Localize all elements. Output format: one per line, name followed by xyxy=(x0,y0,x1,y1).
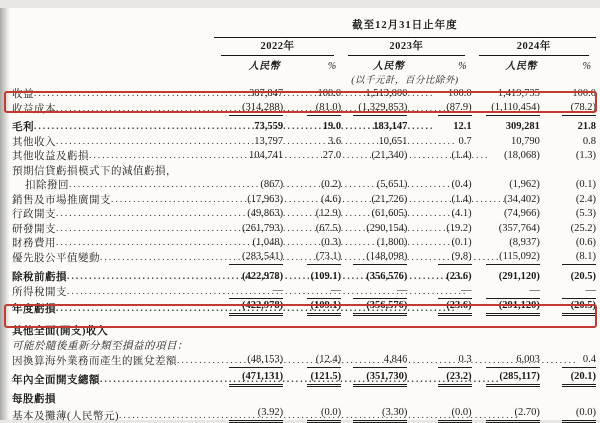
value-cell: (3.92) xyxy=(214,406,283,423)
table-row xyxy=(12,269,596,284)
value-cell xyxy=(341,338,407,353)
row-label: 扣除撥回 ..... xyxy=(12,178,214,193)
value-cell: (5.3) xyxy=(575,208,596,219)
value-cell: 104,741 xyxy=(248,150,284,161)
col-header-pct-2022: % xyxy=(327,61,337,72)
value-cell xyxy=(214,338,283,353)
value-cell: (23.6) xyxy=(407,299,471,316)
value-cell: (18,068) xyxy=(504,150,540,161)
value-cell: (0.6) xyxy=(575,237,596,248)
value-cell: 1,419,735 xyxy=(497,87,540,99)
value-cell: (148,098) xyxy=(341,250,407,265)
value-cell: (867) xyxy=(260,179,284,190)
value-cell: — xyxy=(214,284,283,299)
value-cell: (121.5) xyxy=(283,370,341,387)
year-header-2022: 2022年 xyxy=(221,38,334,56)
value-cell: (0.1) xyxy=(575,179,596,190)
value-cell: (0.1) xyxy=(451,237,472,248)
value-cell: (1,048) xyxy=(252,237,284,248)
table-row xyxy=(12,299,596,316)
value-cell: 6,003 xyxy=(472,353,540,368)
value-cell: (261,793) xyxy=(241,222,284,234)
value-cell: (422,978) xyxy=(241,270,284,282)
table-row xyxy=(12,163,596,178)
row-label: 行政開支 ..... xyxy=(12,207,214,222)
dot-leader xyxy=(34,87,435,100)
row-label: 每股虧損 xyxy=(12,394,56,405)
col-header-rmb-2022: 人民幣 xyxy=(248,61,281,72)
value-cell xyxy=(472,392,540,407)
dot-leader xyxy=(67,285,468,298)
value-cell xyxy=(341,324,407,339)
value-cell: (314,288) xyxy=(214,101,283,116)
value-cell: (0.0) xyxy=(540,406,596,423)
row-label: 收益成本 ..... xyxy=(12,101,214,116)
table-row xyxy=(12,120,596,135)
value-cell: (20.5) xyxy=(570,270,596,282)
value-cell: (4.6) xyxy=(321,193,342,205)
value-cell: — xyxy=(407,284,471,299)
table-row xyxy=(12,353,596,368)
value-cell: 0.8 xyxy=(582,135,596,147)
col-header-pct-2023: % xyxy=(458,61,467,72)
value-cell: (3.30) xyxy=(341,406,407,423)
table-row xyxy=(12,149,596,164)
value-cell: 309,281 xyxy=(505,121,540,132)
dot-leader xyxy=(67,270,468,283)
value-cell: (115,092) xyxy=(472,250,540,265)
table-row xyxy=(12,134,596,149)
value-cell xyxy=(472,163,540,178)
dot-leader xyxy=(100,373,501,386)
value-cell: (78.2) xyxy=(540,101,596,116)
value-cell: — xyxy=(341,284,407,299)
value-cell: 10,651 xyxy=(378,135,408,147)
value-cell: (109.1) xyxy=(310,270,342,282)
value-cell: 100.0 xyxy=(317,87,342,99)
table-row xyxy=(12,324,596,339)
value-cell xyxy=(283,324,341,339)
value-cell xyxy=(407,163,471,178)
value-cell xyxy=(341,163,407,178)
value-cell xyxy=(540,324,596,339)
table-row xyxy=(12,370,596,387)
row-label: 優先股公平值變動 ..... xyxy=(12,250,214,265)
value-cell xyxy=(283,392,341,407)
col-header-pct-2024: % xyxy=(582,61,591,72)
value-cell xyxy=(540,338,596,353)
dot-leader xyxy=(111,193,512,206)
value-cell xyxy=(283,338,341,353)
value-cell: (19.2) xyxy=(446,222,472,234)
value-cell: (20.1) xyxy=(540,370,596,387)
dot-leader xyxy=(119,409,520,422)
value-cell: 0.7 xyxy=(458,135,472,147)
value-cell: (285,117) xyxy=(472,370,540,387)
value-cell: (23.2) xyxy=(407,370,471,387)
value-cell: (17,963) xyxy=(247,193,284,205)
value-cell: (2.4) xyxy=(575,193,596,205)
label-col-spacer xyxy=(12,8,214,38)
value-cell: 27.0 xyxy=(322,150,342,161)
table-row xyxy=(12,284,596,299)
value-cell: (1.4) xyxy=(451,193,472,205)
value-cell: 19.0 xyxy=(322,121,342,132)
row-label: 所得稅開支 ..... xyxy=(12,284,214,299)
value-cell: (0.3) xyxy=(321,237,342,248)
value-cell: (1,110,454) xyxy=(472,101,540,116)
value-cell xyxy=(407,338,471,353)
spacer-row xyxy=(12,316,596,324)
value-cell xyxy=(214,392,283,407)
table-row xyxy=(12,101,596,116)
dot-leader xyxy=(100,251,501,264)
dot-leader xyxy=(56,302,457,315)
table-row xyxy=(12,392,596,407)
value-cell: (351,730) xyxy=(341,370,407,387)
value-cell: (81.0) xyxy=(283,101,341,116)
value-cell: (61,605) xyxy=(371,208,408,219)
table-row xyxy=(12,406,596,423)
value-cell: (356,576) xyxy=(341,299,407,316)
value-cell: — xyxy=(472,284,540,299)
table-row xyxy=(12,250,596,265)
row-label: 除稅前虧損 ..... xyxy=(12,269,214,284)
table-header xyxy=(12,8,596,86)
row-label: 可能於隨後重新分類至損益的項目： xyxy=(12,340,188,352)
value-cell: 21.8 xyxy=(577,121,596,132)
value-cell: (283,541) xyxy=(214,250,283,265)
value-cell: (1.4) xyxy=(451,150,472,161)
row-label: 年內全面開支總額 ..... xyxy=(12,370,214,387)
value-cell xyxy=(341,392,407,407)
value-cell: (74,966) xyxy=(504,208,540,219)
value-cell xyxy=(407,392,471,407)
value-cell: (4.1) xyxy=(451,208,472,219)
value-cell: (291,120) xyxy=(472,299,540,316)
value-cell: (1.3) xyxy=(575,150,596,161)
value-cell xyxy=(214,163,283,178)
dot-leader xyxy=(56,207,457,220)
value-cell xyxy=(214,324,283,339)
value-cell: (422,978) xyxy=(214,299,283,316)
row-label: 年度虧損 ..... xyxy=(12,299,214,316)
value-cell: (356,576) xyxy=(366,270,408,282)
year-header-2023: 2023年 xyxy=(348,38,464,56)
value-cell: 3.6 xyxy=(328,135,342,147)
value-cell: (1,962) xyxy=(509,179,540,190)
value-cell: (21,340) xyxy=(371,150,408,161)
value-cell: (109.1) xyxy=(283,299,341,316)
value-cell: (290,154) xyxy=(366,222,408,234)
value-cell: 387,847 xyxy=(248,87,284,99)
dot-leader xyxy=(34,120,435,133)
table-row xyxy=(12,178,596,193)
table-row xyxy=(12,207,596,222)
value-cell: (357,764) xyxy=(498,222,540,234)
value-cell xyxy=(540,392,596,407)
value-cell: 4,846 xyxy=(341,353,407,368)
value-cell xyxy=(283,163,341,178)
table-row xyxy=(12,192,596,207)
value-cell: (471,131) xyxy=(214,370,283,387)
value-cell: 100.0 xyxy=(572,87,596,99)
income-statement-table xyxy=(12,8,596,423)
dot-leader xyxy=(89,149,490,162)
col-header-rmb-2024: 人民幣 xyxy=(505,61,537,72)
table-row xyxy=(12,236,596,251)
row-label: 基本及攤薄(人民幣元) ..... xyxy=(12,406,214,423)
page-edge-shadow xyxy=(0,8,10,420)
value-cell: (34,402) xyxy=(504,193,540,205)
value-cell: 0.3 xyxy=(407,353,471,368)
value-cell: — xyxy=(283,284,341,299)
row-label: 毛利 ..... xyxy=(12,120,214,135)
dot-leader xyxy=(56,102,457,115)
year-header-2024: 2024年 xyxy=(479,38,589,56)
value-cell: 13,797 xyxy=(254,135,284,147)
value-cell: — xyxy=(540,284,596,299)
unit-note: (以千元計，百分比除外) xyxy=(351,76,459,86)
col-header-rmb-2023: 人民幣 xyxy=(372,61,405,72)
row-label: 財務費用 ..... xyxy=(12,236,214,251)
value-cell xyxy=(472,338,540,353)
value-cell: (8,937) xyxy=(509,237,540,248)
value-cell: (1,800) xyxy=(376,237,408,248)
row-label: 銷售及市場推廣開支 ..... xyxy=(12,192,214,207)
table-row xyxy=(12,86,596,101)
dot-leader xyxy=(56,135,457,148)
value-cell: (87.9) xyxy=(407,101,471,116)
value-cell xyxy=(540,163,596,178)
value-cell xyxy=(472,324,540,339)
row-label: 其他收入 ..... xyxy=(12,134,214,149)
table-row xyxy=(12,221,596,236)
value-cell: (0.0) xyxy=(283,406,341,423)
value-cell: (67.5) xyxy=(315,222,342,234)
value-cell: (9.8) xyxy=(407,250,471,265)
value-cell: 0.4 xyxy=(540,353,596,368)
row-label: 預期信貸虧損模式下的減值虧損， xyxy=(12,165,177,177)
value-cell: (20.5) xyxy=(540,299,596,316)
row-label: 研發開支 ..... xyxy=(12,221,214,236)
dot-leader xyxy=(56,222,457,235)
dot-leader xyxy=(69,178,470,191)
value-cell: (0.2) xyxy=(321,179,342,190)
row-label: 其他收益及虧損 ..... xyxy=(12,149,214,164)
value-cell: (5,651) xyxy=(376,179,408,190)
value-cell: (0.4) xyxy=(451,179,472,190)
table-row xyxy=(12,338,596,353)
value-cell: (12.9) xyxy=(315,208,342,219)
value-cell: (2.70) xyxy=(472,406,540,423)
value-cell: (12.4) xyxy=(283,353,341,368)
value-cell: (1,329,853) xyxy=(341,101,407,116)
value-cell: 183,147 xyxy=(373,121,408,132)
row-label: 其他全面(開支)收入 xyxy=(12,326,108,337)
table-body xyxy=(12,86,596,423)
value-cell: (49,863) xyxy=(247,208,284,219)
value-cell: 10,790 xyxy=(511,135,540,147)
value-cell: (8.1) xyxy=(540,250,596,265)
value-cell: 12.1 xyxy=(453,121,472,132)
value-cell: (73.1) xyxy=(283,250,341,265)
value-cell: 1,513,000 xyxy=(365,87,408,99)
period-title: 截至12月31日止年度 xyxy=(214,8,596,38)
dot-leader xyxy=(177,354,578,367)
dot-leader xyxy=(56,236,457,249)
row-label: 收益 ..... xyxy=(12,86,214,101)
value-cell: (48,153) xyxy=(214,353,283,368)
value-cell: (23.6) xyxy=(446,270,472,282)
financial-statement-page xyxy=(0,8,600,420)
value-cell: 73,559 xyxy=(254,121,284,132)
value-cell: (0.0) xyxy=(407,406,471,423)
value-cell xyxy=(407,324,471,339)
value-cell: (21,726) xyxy=(371,193,408,205)
value-cell: (25.2) xyxy=(570,222,596,234)
row-label: 因換算海外業務而產生的匯兌差額 ..... xyxy=(12,353,214,368)
value-cell: (291,120) xyxy=(498,270,540,282)
value-cell: 100.0 xyxy=(447,87,472,99)
